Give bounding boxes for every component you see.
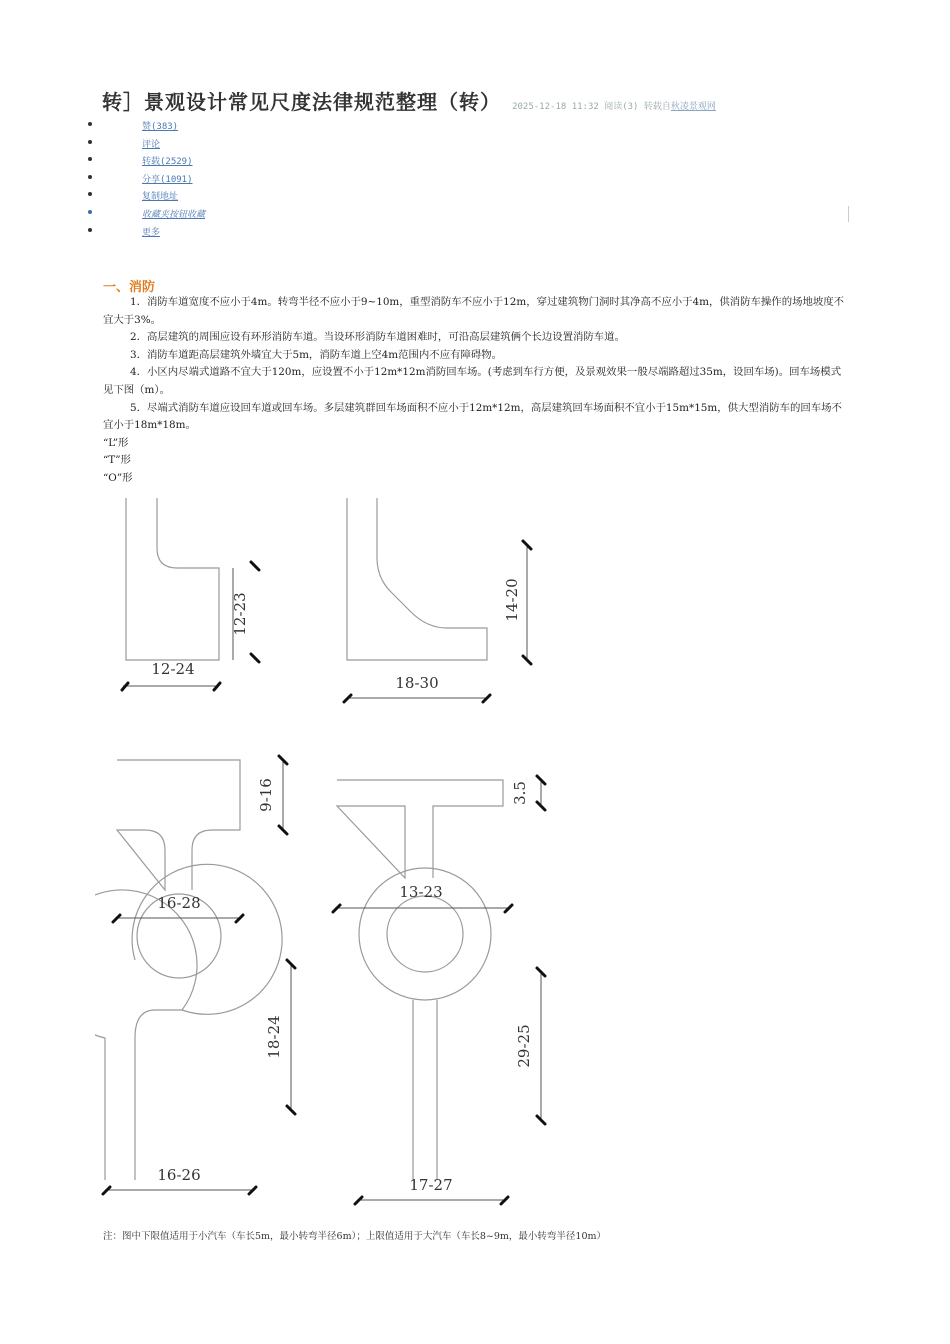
paragraph: 5．尽端式消防车道应设回车道或回车场。多层建筑群回车场面积不应小于12m*12m，高层建筑回车场面积不宜小于15m*15m，供大型消防车的回车场不宜小于18m*18m。 (103, 401, 842, 432)
shape-o-label: “O”形 (103, 471, 133, 484)
post-meta (512, 102, 716, 112)
o-shape-1-outline (132, 864, 282, 1180)
bullet-icon (88, 122, 92, 126)
bookmark-link[interactable]: 收藏夹按钮收藏 (142, 209, 206, 220)
dim-label: 18-30 (395, 674, 439, 692)
bullet-icon (88, 228, 92, 232)
source-link[interactable]: 秋凌景观网 (670, 102, 716, 112)
divider (848, 206, 849, 222)
dim-label: 16-28 (157, 894, 201, 912)
l-shape-2 (347, 498, 487, 660)
title-row (102, 86, 922, 115)
l-shape-1 (126, 498, 219, 660)
bullet-icon (88, 192, 92, 196)
paragraph: 4．小区内尽端式道路不宜大于120m，应设置不小于12m*12m消防回车场。(考虑到车行方便，及景观效果一般尽端路超过35m，设回车场)。回车场模式见下图（m）。 (103, 366, 842, 396)
dim-label: 17-27 (409, 1176, 453, 1194)
share-link[interactable]: 分享(1091) (142, 174, 193, 185)
o-shape-2-inner (387, 896, 463, 972)
dim-label: 29-25 (515, 1024, 533, 1068)
copy-address-link[interactable]: 复制地址 (142, 192, 179, 203)
o-shape-2-stem (413, 1000, 437, 1180)
repost-link[interactable]: 转载(2529) (142, 157, 193, 168)
bullet-icon (88, 140, 92, 144)
shape-t-label: “T”形 (103, 454, 131, 467)
bullet-icon (88, 175, 92, 179)
paragraph: 2．高层建筑的周围应设有环形消防车道。当设环形消防车道困难时，可沿高层建筑俩个长边设置消防车道。 (130, 331, 625, 344)
turnaround-diagram (95, 490, 565, 1220)
dim-label: 9-16 (257, 778, 275, 812)
page-title: 转］景观设计常见尺度法律规范整理（转） (102, 90, 501, 114)
like-link[interactable]: 赞(383) (142, 122, 179, 132)
dim-label: 16-26 (157, 1166, 201, 1184)
dim-label: 12-23 (231, 592, 249, 636)
post-meta-text: 2025-12-18 11:32 阅读(3) 转载自 (512, 102, 671, 112)
bullet-icon (88, 157, 92, 161)
dim-label: 12-24 (151, 660, 195, 678)
figure-note: 注：图中下限值适用于小汽车（车长5m，最小转弯半径6m）；上限值适用于大汽车（车长8~9m，最小转弯半径10m） (103, 1231, 607, 1242)
comment-link[interactable]: 评论 (142, 139, 161, 150)
paragraph: 3．消防车道距高层建筑外墙宜大于5m，消防车道上空4m范围内不应有障碍物。 (130, 348, 503, 361)
t-shape-2 (337, 780, 503, 878)
dim-label: 18-24 (265, 1015, 283, 1059)
o-shape-1-outer (95, 890, 197, 1180)
section-heading: 一、消防 (103, 280, 156, 295)
dim-label: 3.5 (511, 781, 529, 805)
article-body (103, 294, 849, 488)
dim-label: 13-23 (399, 883, 443, 901)
more-link[interactable]: 更多 (142, 227, 161, 238)
paragraph: 1．消防车道宽度不应小于4m。转弯半径不应小于9~10m，重型消防车不应小于12m，穿过建筑物门洞时其净高不应小于4m，供消防车操作的场地坡度不宜大于3%。 (103, 296, 845, 326)
bullet-icon (88, 210, 92, 214)
dim-label: 14-20 (503, 578, 521, 622)
shape-l-label: “L”形 (103, 436, 129, 449)
